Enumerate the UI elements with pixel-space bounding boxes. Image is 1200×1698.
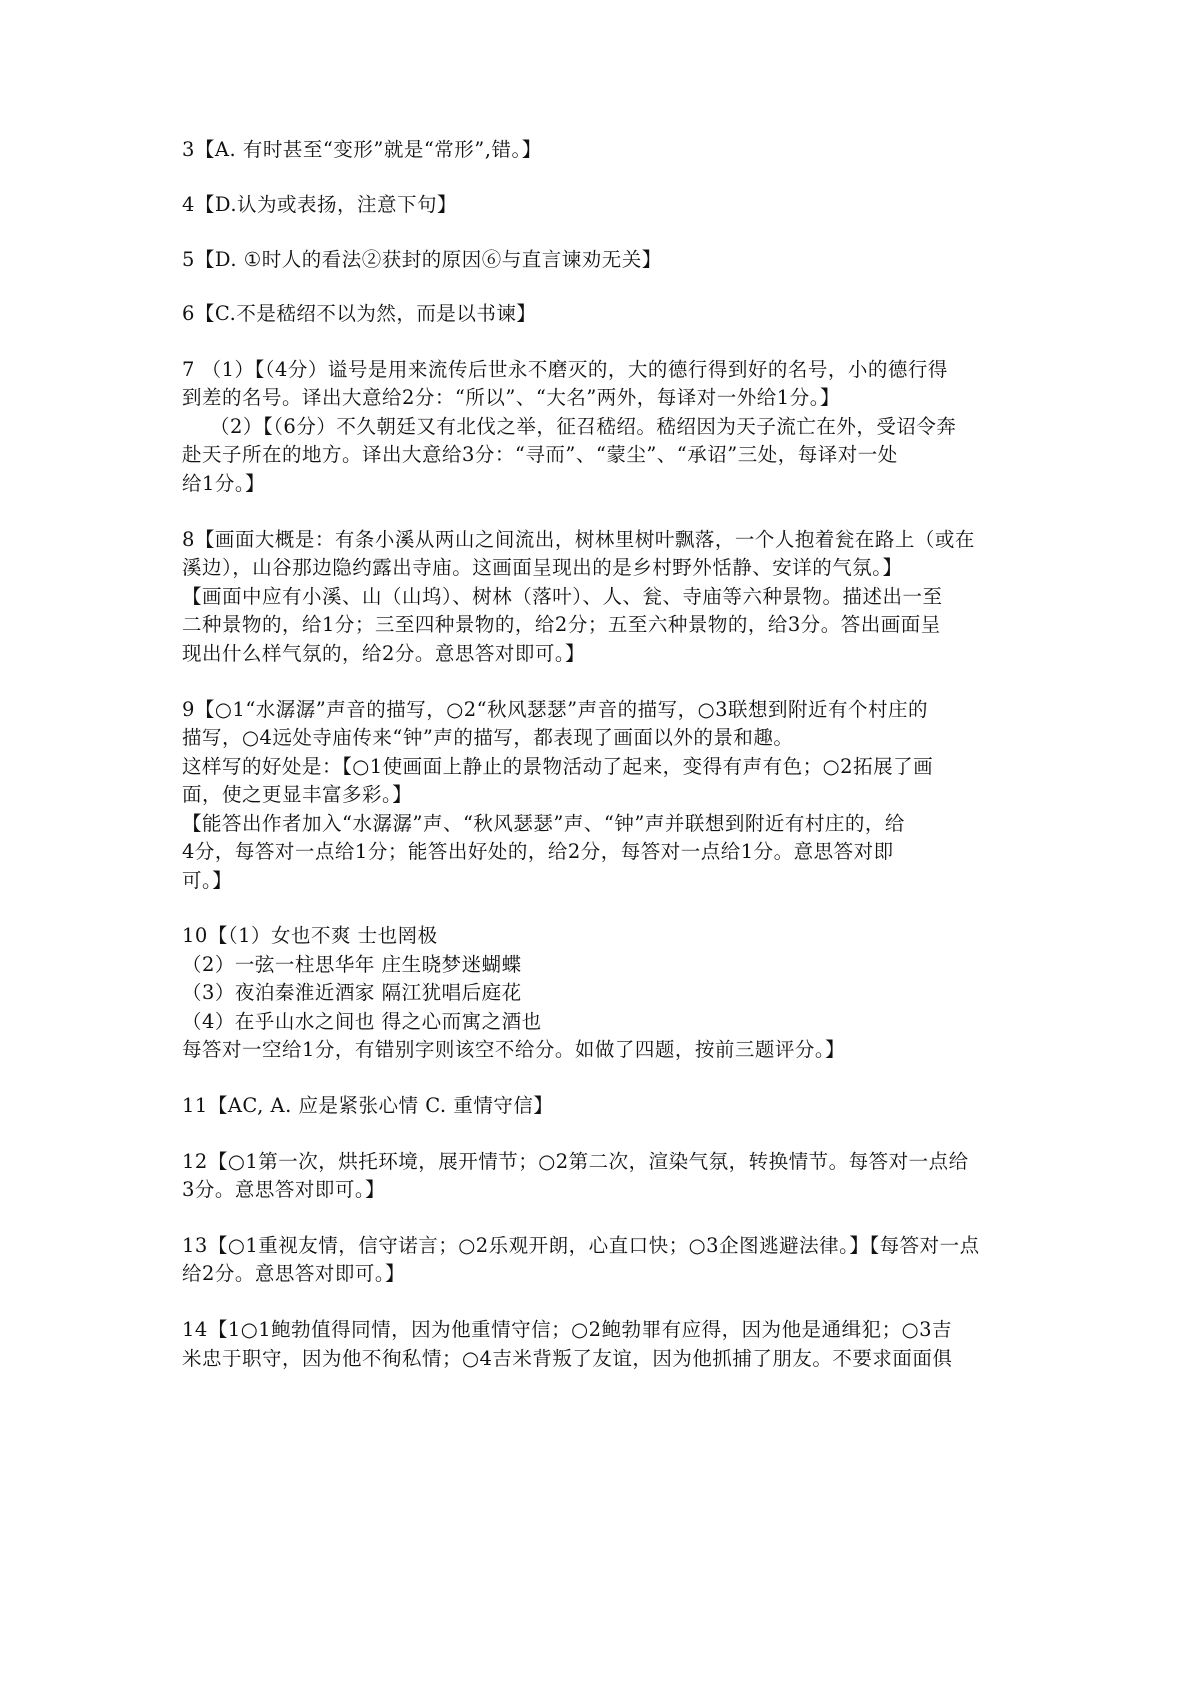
answer-14-line-1: 14【1○1鲍勃值得同情，因为他重情守信；○2鲍勃罪有应得，因为他是通缉犯；○3吉 xyxy=(182,1318,952,1341)
answer-12-line-2: 3分。意思答对即可。】 xyxy=(182,1178,386,1201)
answer-7-line-4: 赴天子所在的地方。译出大意给3分：“寻而”、“蒙尘”、“承诏”三处，每译对一处 xyxy=(182,443,898,466)
answer-8-line-4: 二种景物的，给1分；三至四种景物的，给2分；五至六种景物的，给3分。答出画面呈 xyxy=(182,613,941,636)
answer-10-line-1: 10【（1）女也不爽 士也罔极 xyxy=(182,924,438,947)
answer-10-line-5: 每答对一空给1分，有错别字则该空不给分。如做了四题，按前三题评分。】 xyxy=(182,1038,846,1061)
answer-10-line-2: （2）一弦一柱思华年 庄生晓梦迷蝴蝶 xyxy=(182,953,522,976)
answer-13-line-2: 给2分。意思答对即可。】 xyxy=(182,1262,406,1285)
answer-14-line-2: 米忠于职守，因为他不徇私情；○4吉米背叛了友谊，因为他抓捕了朋友。不要求面面俱 xyxy=(182,1347,953,1370)
answer-7-line-3: （2）【（6分）不久朝廷又有北伐之举，征召嵇绍。嵇绍因为天子流亡在外，受诏令奔 xyxy=(210,415,957,438)
answer-9-line-5: 【能答出作者加入“水潺潺”声、“秋风瑟瑟”声、“钟”声并联想到附近有村庄的，给 xyxy=(182,812,905,835)
answer-7-line-5: 给1分。】 xyxy=(182,472,266,495)
answer-9-line-6: 4分，每答对一点给1分；能答出好处的，给2分，每答对一点给1分。意思答对即 xyxy=(182,840,894,863)
answer-8-line-3: 【画面中应有小溪、山（山坞）、树林（落叶）、人、瓮、寺庙等六种景物。描述出一至 xyxy=(182,585,943,608)
answer-12-line-1: 12【○1第一次，烘托环境，展开情节；○2第二次，渲染气氛，转换情节。每答对一点给 xyxy=(182,1150,969,1173)
answer-9-line-2: 描写，○4远处寺庙传来“钟”声的描写，都表现了画面以外的景和趣。 xyxy=(182,726,794,749)
answer-10-line-4: （4）在乎山水之间也 得之心而寓之酒也 xyxy=(182,1010,542,1033)
answer-8-line-5: 现出什么样气氛的，给2分。意思答对即可。】 xyxy=(182,642,586,665)
answer-4: 4【D.认为或表扬，注意下句】 xyxy=(182,193,458,216)
answer-11: 11【AC, A. 应是紧张心情 C. 重情守信】 xyxy=(182,1094,554,1117)
answer-7-line-1: 7 （1）【（4分）谥号是用来流传后世永不磨灭的，大的德行得到好的名号，小的德行得 xyxy=(182,358,948,381)
answer-13-line-1: 13【○1重视友情，信守诺言；○2乐观开朗，心直口快；○3企图逃避法律。】【每答对一点 xyxy=(182,1234,980,1257)
answer-3: 3【A. 有时甚至“变形”就是“常形”,错。】 xyxy=(182,138,542,161)
answer-key-page xyxy=(182,0,1032,1698)
answer-9-line-1: 9【○1“水潺潺”声音的描写，○2“秋风瑟瑟”声音的描写，○3联想到附近有个村庄的 xyxy=(182,698,929,721)
answer-5: 5【D. ①时人的看法②获封的原因⑥与直言谏劝无关】 xyxy=(182,248,662,271)
answer-8-line-2: 溪边），山谷那边隐约露出寺庙。这画面呈现出的是乡村野外恬静、安详的气氛。】 xyxy=(182,556,903,579)
answer-10-line-3: （3）夜泊秦淮近酒家 隔江犹唱后庭花 xyxy=(182,981,522,1004)
answer-7-line-2: 到差的名号。译出大意给2分：“所以”、“大名”两外，每译对一外给1分。】 xyxy=(182,386,840,409)
answer-9-line-7: 可。】 xyxy=(182,869,233,892)
answer-9-line-3: 这样写的好处是：【○1使画面上静止的景物活动了起来，变得有声有色；○2拓展了画 xyxy=(182,755,934,778)
answer-9-line-4: 面，使之更显丰富多彩。】 xyxy=(182,783,413,806)
answer-8-line-1: 8【画面大概是：有条小溪从两山之间流出，树林里树叶飘落，一个人抱着瓮在路上（或在 xyxy=(182,528,975,551)
answer-6: 6【C.不是嵇绍不以为然，而是以书谏】 xyxy=(182,302,537,325)
